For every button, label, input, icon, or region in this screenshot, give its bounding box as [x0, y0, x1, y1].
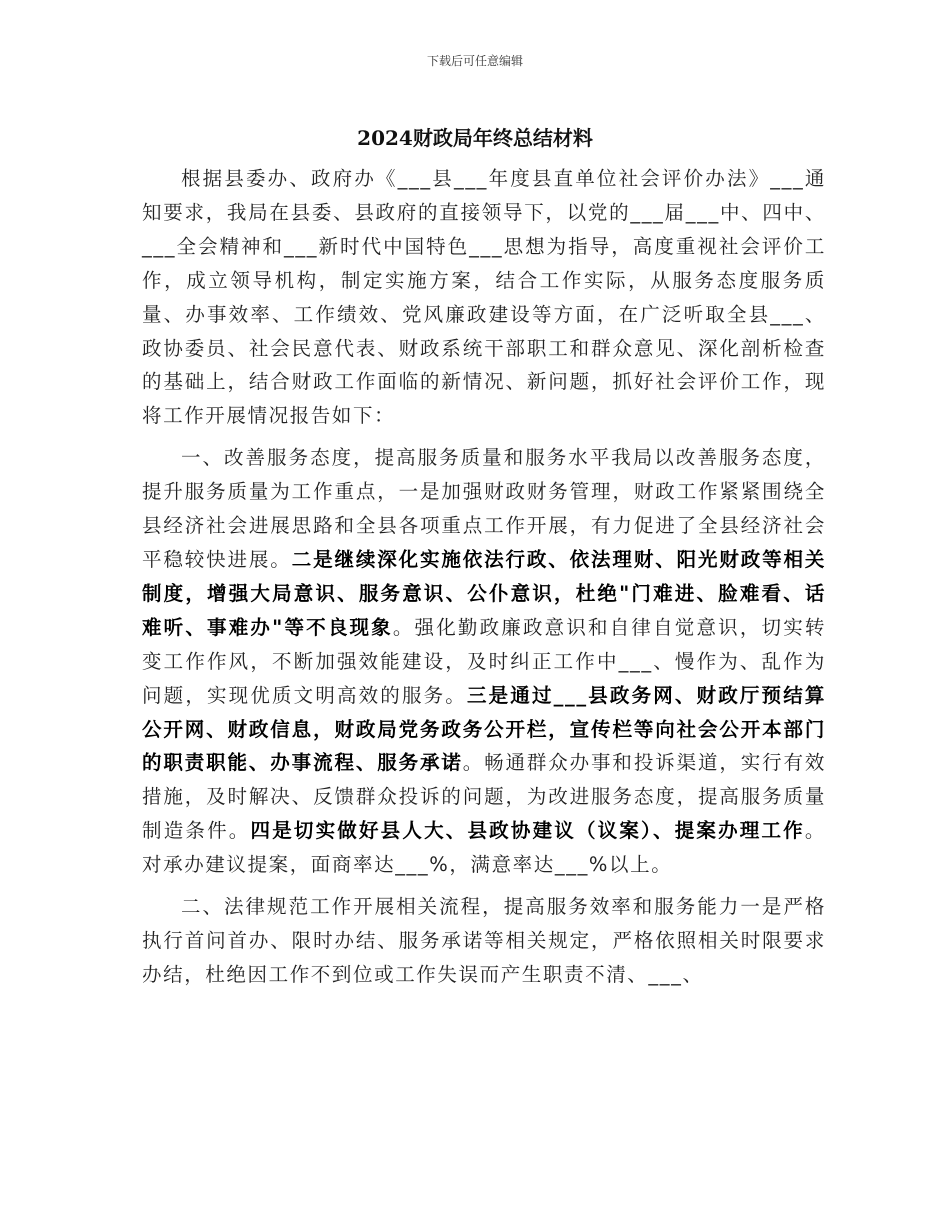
paragraph-intro [142, 162, 826, 433]
text-run: 一、改善服务态度，提高服务质量和服务水平我局以改善服务态度，提升服务质量为工作重点，一是加强财政财务管理，财政工作紧紧围绕全县经济社会进展思路和全县各项重点工作开展，有力促进了全县经济社会平稳较快进展。 [142, 446, 826, 571]
document-body [142, 162, 826, 992]
document-title: 2024财政局年终总结材料 [357, 126, 593, 150]
bold-text-run: 二是继续深化实施依法行政、依法理财、阳光财政等相关制度，增强大局意识、服务意识、公仆意识，杜绝"门难进、脸难看、话难听、事难办"等不良现象 [142, 547, 826, 639]
bold-text-run: 四是切实做好县人大、县政协建议（议案）、提案办理工作 [250, 819, 805, 843]
bold-text-run: 三是通过___县政务网、财政厅预结算公开网、财政信息，财政局党务政务公开栏，宣传栏等向社会公开本部门的职责职能、办事流程、服务承诺 [142, 683, 826, 775]
text-run: 。强化勤政廉政意识和自律自觉意识，切实转变工作作风，不断加强效能建设，及时纠正工作中___、慢作为、乱作为问题，实现优质文明高效的服务。 [142, 615, 826, 707]
paragraph-section-1 [142, 441, 826, 882]
text-run: 二、法律规范工作开展相关流程，提高服务效率和服务能力一是严格执行首问首办、限时办结、服务承诺等相关规定，严格依照相关时限要求办结，杜绝因工作不到位或工作失误而产生职责不清、___、 [142, 895, 826, 986]
text-run: 。对承办建议提案，面商率达___%，满意率达___%以上。 [142, 819, 826, 877]
paragraph-section-2 [142, 890, 826, 992]
text-run: 根据县委办、政府办《___县___年度县直单位社会评价办法》___通知要求，我局在县委、县政府的直接领导下，以党的___届___中、四中、___全会精神和___新时代中国特色___思想为指导，高度重视社会评价工作，成立领导机构，制定实施方案，结合工作实际，从服务态度服务质量、办事效率、工作绩效、党风廉政建设等方面，在广泛听取全县___、政协委员、社会民意代表、财政系统干部职工和群众意见、深化剖析检查的基础上，结合财政工作面临的新情况、新问题，抓好社会评价工作，现将工作开展情况报告如下： [142, 167, 826, 428]
text-run: 。畅通群众办事和投诉渠道，实行有效措施，及时解决、反馈群众投诉的问题，为改进服务态度，提高服务质量制造条件。 [142, 751, 826, 843]
page-header: 下载后可任意编辑 [426, 54, 523, 68]
